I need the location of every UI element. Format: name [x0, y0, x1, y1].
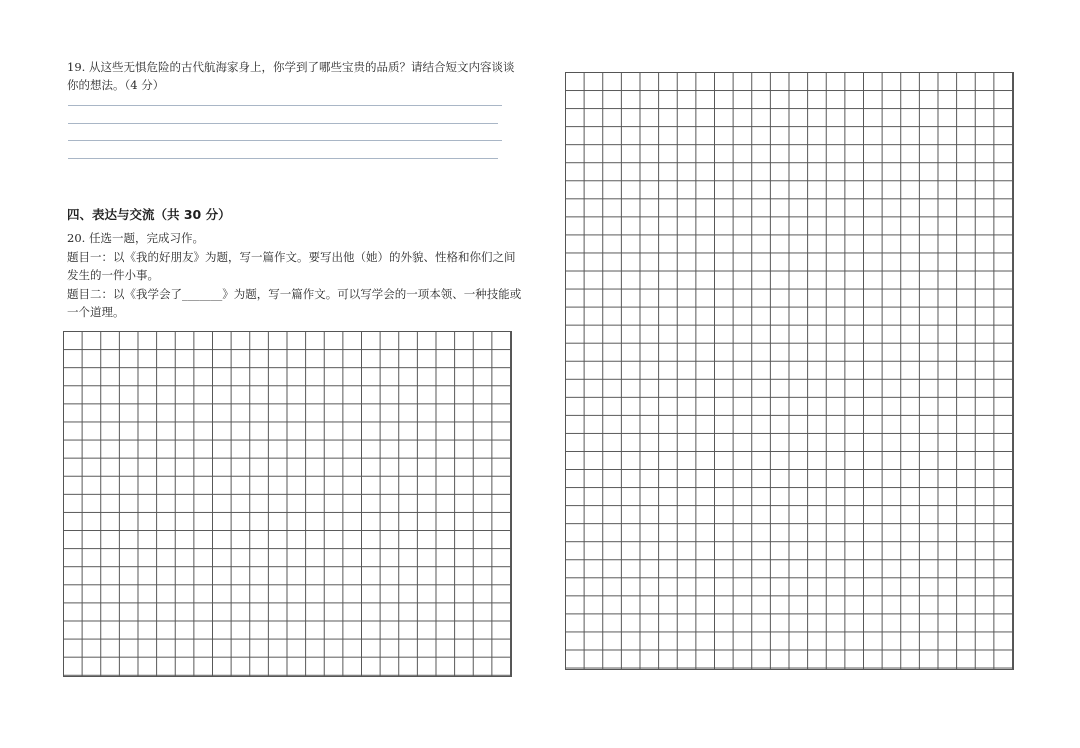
section-title: 四、表达与交流（共 30 分）: [67, 207, 231, 222]
writing-grid-right[interactable]: [565, 72, 1014, 670]
answer-line[interactable]: [68, 105, 502, 106]
question-20-topic-1: 题目一：以《我的好朋友》为题，写一篇作文。要写出他（她）的外貌、性格和你们之间发生的一件小事。: [67, 249, 516, 282]
question-20-instruction: 20. 任选一题，完成习作。: [67, 231, 204, 245]
question-19: 19. 从这些无惧危险的古代航海家身上，你学到了哪些宝贵的品质？请结合短文内容谈谈你的想法。（4 分）: [67, 60, 515, 92]
writing-grid-left[interactable]: [63, 331, 512, 677]
answer-line[interactable]: [68, 158, 498, 159]
question-20: [67, 229, 522, 322]
answer-line[interactable]: [68, 123, 498, 124]
answer-line[interactable]: [68, 140, 502, 141]
question-20-topic-2: 题目二：以《我学会了_______》为题，写一篇作文。可以写学会的一项本领、一种技能或一个道理。: [67, 286, 522, 319]
